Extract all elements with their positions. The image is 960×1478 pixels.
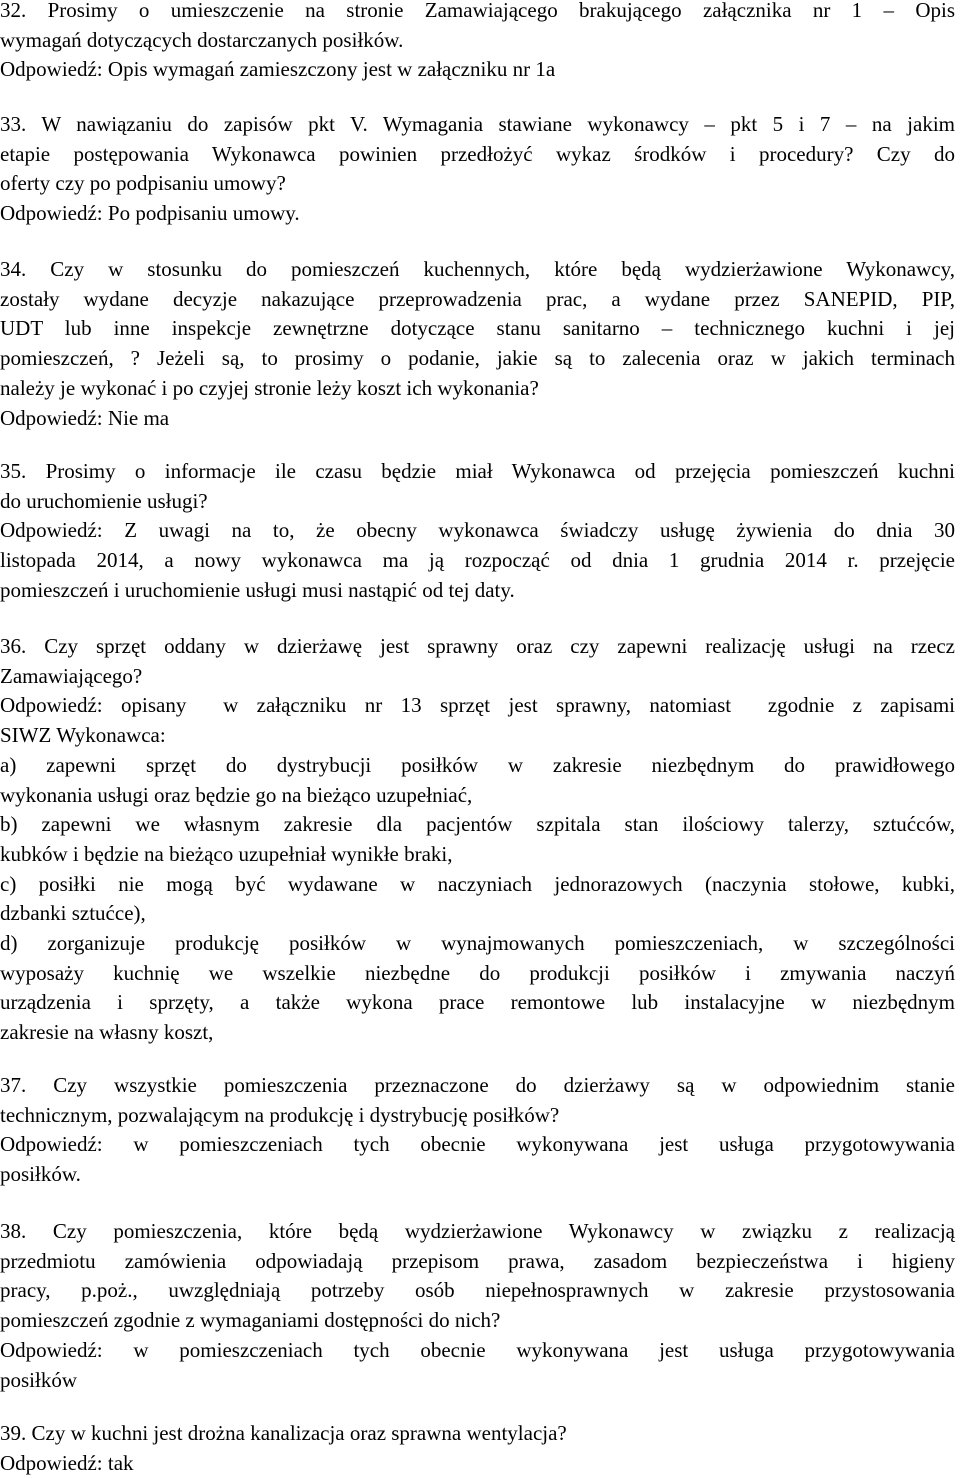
answer-33 [0, 199, 955, 229]
question-line: 36. Czy sprzęt oddany w dzierżawę jest sprawny oraz czy zapewni realizację usługi na rzecz [0, 634, 955, 658]
answer-37 [0, 1130, 955, 1160]
question-line: 34. Czy w stosunku do pomieszczeń kuchennych, które będą wydzierżawione Wykonawcy, [0, 257, 955, 281]
answer-line: wyposaży kuchnię we wszelkie niezbędne do produkcji posiłków i zmywania naczyń [0, 960, 955, 985]
answer-text: tak [102, 1450, 134, 1475]
answer-label: Odpowiedź: [0, 1132, 103, 1157]
answer-line: posiłków. [0, 1162, 81, 1187]
question-line: Zamawiającego? [0, 663, 143, 688]
answer-line: kubków i będzie na bieżąco uzupełniał wynikłe braki, [0, 841, 453, 866]
question-line: technicznym, pozwalającym na produkcję i dystrybucję posiłków? [0, 1102, 560, 1127]
answer-line: pomieszczeń i uruchomienie usługi musi nastąpić od tej daty. [0, 577, 515, 602]
answer-line: listopada 2014, a nowy wykonawca ma ją rozpocząć od dnia 1 grudnia 2014 r. przejęcie [0, 548, 955, 573]
answer-text: w pomieszczeniach tych obecnie wykonywana jest usługa przygotowywania [102, 1337, 955, 1362]
answer-text: Nie ma [102, 405, 170, 430]
answer-label: Odpowiedź: [0, 57, 103, 82]
answer-line: zakresie na własny koszt, [0, 1020, 214, 1045]
question-line: 35. Prosimy o informacje ile czasu będzie miał Wykonawca od przejęcia pomieszczeń kuchni [0, 459, 955, 483]
question-39 [0, 1419, 955, 1478]
answer-34 [0, 404, 955, 434]
question-35 [0, 457, 955, 606]
question-36 [0, 632, 955, 1048]
question-line: wymagań dotyczących dostarczanych posiłków. [0, 27, 404, 52]
question-line: pomieszczeń, ? Jeżeli są, to prosimy o podanie, jakie są to zalecenia oraz w jakich terminach [0, 346, 955, 371]
question-32 [0, 0, 955, 85]
question-line: 32. Prosimy o umieszczenie na stronie Zamawiającego brakującego załącznika nr 1 – Opis [0, 0, 955, 22]
question-line: etapie postępowania Wykonawca powinien przedłożyć wykaz środków i procedury? Czy do [0, 141, 955, 166]
answer-line: wykonania usługi oraz będzie go na bieżąco uzupełniać, [0, 782, 473, 807]
question-line: 37. Czy wszystkie pomieszczenia przeznaczone do dzierżawy są w odpowiednim stanie [0, 1073, 955, 1097]
question-line: UDT lub inne inspekcje zewnętrzne dotyczące stanu sanitarno – technicznego kuchni i jej [0, 316, 955, 341]
answer-line: c) posiłki nie mogą być wydawane w naczyniach jednorazowych (naczynia stołowe, kubki, [0, 871, 955, 896]
answer-label: Odpowiedź: [0, 1450, 103, 1475]
question-line: 33. W nawiązaniu do zapisów pkt V. Wymagania stawiane wykonawcy – pkt 5 i 7 – na jakim [0, 112, 955, 136]
question-line: należy je wykonać i po czyjej stronie leży koszt ich wykonania? [0, 375, 539, 400]
question-line: do uruchomienie usługi? [0, 488, 208, 513]
question-line: 39. Czy w kuchni jest drożna kanalizacja oraz sprawna wentylacja? [0, 1421, 567, 1445]
answer-label: Odpowiedź: [0, 201, 103, 226]
answer-text: Opis wymagań zamieszczony jest w załączniku nr 1a [102, 57, 556, 82]
answer-39 [0, 1449, 955, 1478]
answer-36 [0, 691, 955, 721]
answer-line: b) zapewni we własnym zakresie dla pacjentów szpitala stan ilościowy talerzy, sztućców, [0, 812, 955, 837]
question-33 [0, 110, 955, 229]
answer-label: Odpowiedź: [0, 693, 103, 718]
answer-35 [0, 516, 955, 546]
answer-text: Po podpisaniu umowy. [102, 201, 300, 226]
question-line: oferty czy po podpisaniu umowy? [0, 171, 286, 196]
question-37 [0, 1071, 955, 1190]
answer-text: w pomieszczeniach tych obecnie wykonywana jest usługa przygotowywania [102, 1132, 955, 1157]
answer-38 [0, 1336, 955, 1366]
question-line: przedmiotu zamówienia odpowiadają przepisom prawa, zasadom bezpieczeństwa i higieny [0, 1248, 955, 1273]
question-line: 38. Czy pomieszczenia, które będą wydzierżawione Wykonawcy w związku z realizacją [0, 1219, 955, 1243]
answer-32 [0, 55, 955, 85]
question-line: pracy, p.poż., uwzględniają potrzeby osób niepełnosprawnych w zakresie przystosowania [0, 1278, 955, 1303]
answer-line: SIWZ Wykonawca: [0, 723, 166, 748]
answer-text: Z uwagi na to, że obecny wykonawca świadczy usługę żywienia do dnia 30 [102, 518, 955, 543]
question-34 [0, 255, 955, 433]
answer-label: Odpowiedź: [0, 518, 103, 543]
answer-text: opisany w załączniku nr 13 sprzęt jest sprawny, natomiast zgodnie z zapisami [102, 693, 955, 718]
answer-line: d) zorganizuje produkcję posiłków w wynajmowanych pomieszczeniach, w szczególności [0, 931, 955, 956]
question-line: zostały wydane decyzje nakazujące przeprowadzenia prac, a wydane przez SANEPID, PIP, [0, 286, 955, 311]
question-line: pomieszczeń zgodnie z wymaganiami dostępności do nich? [0, 1308, 501, 1333]
answer-line: posiłków [0, 1367, 78, 1392]
answer-line: a) zapewni sprzęt do dystrybucji posiłków w zakresie niezbędnym do prawidłowego [0, 752, 955, 777]
answer-label: Odpowiedź: [0, 405, 103, 430]
question-38 [0, 1217, 955, 1395]
answer-line: dzbanki sztućce), [0, 901, 146, 926]
answer-line: urządzenia i sprzęty, a także wykona prace remontowe lub instalacyjne w niezbędnym [0, 990, 955, 1015]
answer-label: Odpowiedź: [0, 1337, 103, 1362]
